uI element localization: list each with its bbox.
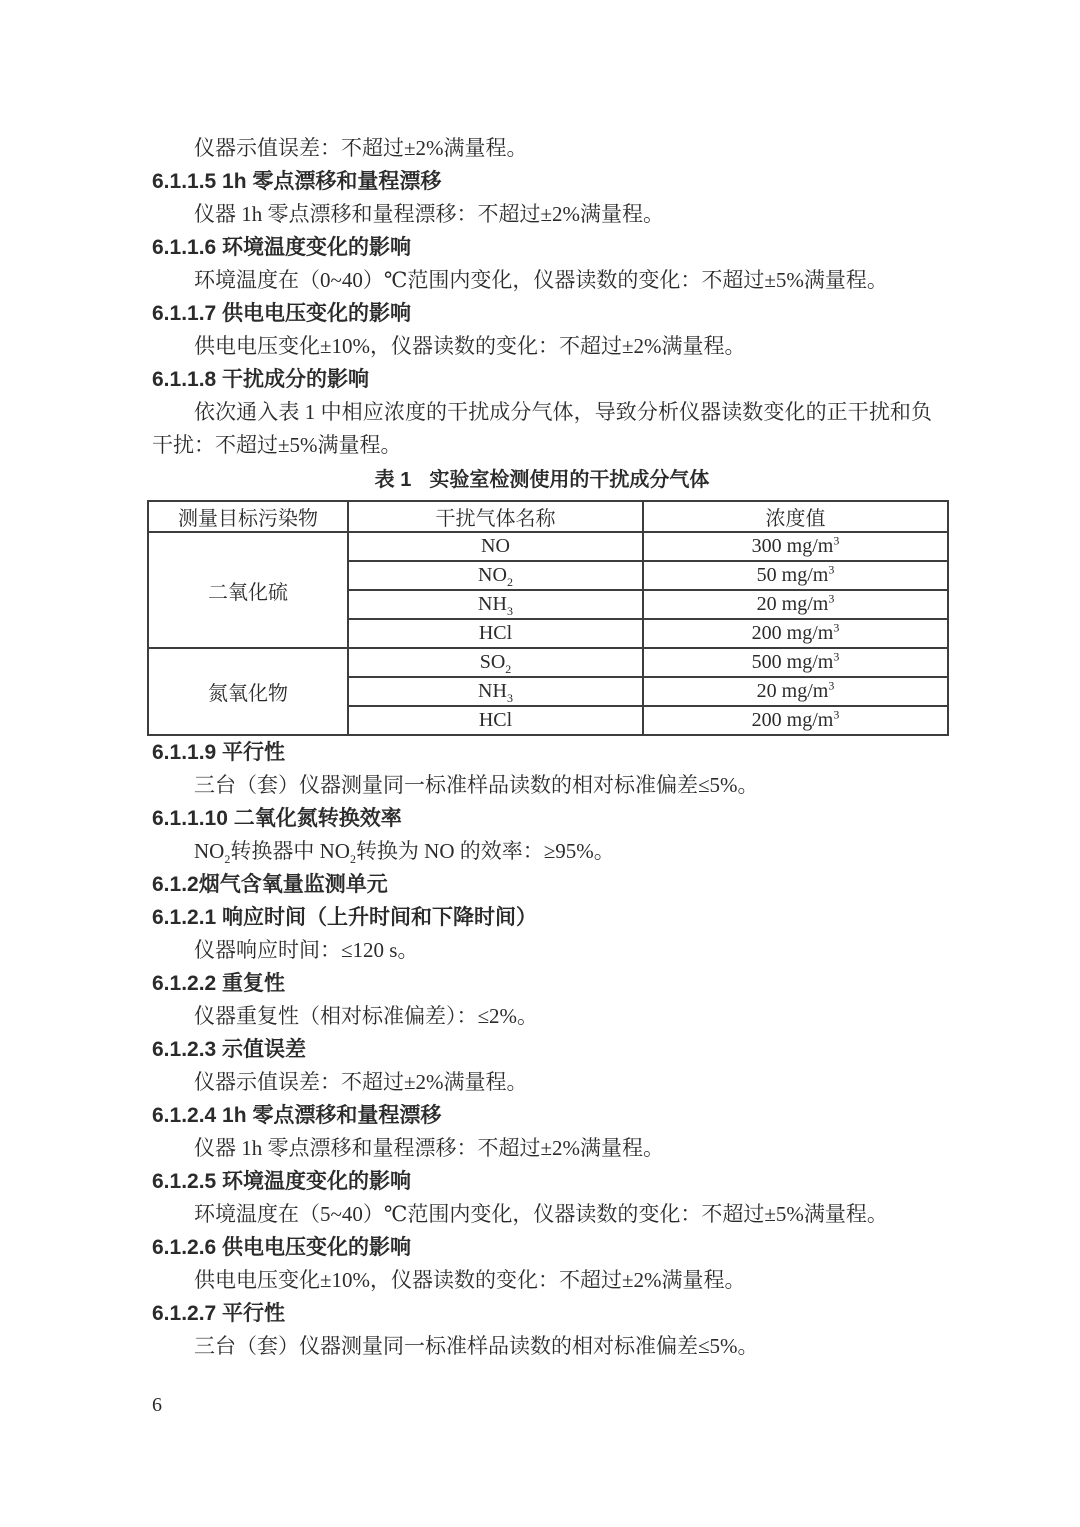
gas-formula: SO xyxy=(479,651,506,673)
section-heading-6-1-2-5: 6.1.2.5 环境温度变化的影响 xyxy=(152,1170,412,1193)
table-row xyxy=(148,532,948,561)
body-paragraph: 依次通入表 1 中相应浓度的干扰成分气体，导致分析仪器读数变化的正干扰和负干扰：不超过±5%满量程。 xyxy=(152,400,932,457)
section-heading-6-1-1-9: 6.1.1.9 平行性 xyxy=(152,741,286,764)
gas-subscript: 2 xyxy=(505,662,512,676)
section-heading-6-1-2-4: 6.1.2.4 1h 零点漂移和量程漂移 xyxy=(152,1104,442,1127)
header-cell-gas-name: 干扰气体名称 xyxy=(348,501,643,532)
section-heading-6-1-1-8: 6.1.1.8 干扰成分的影响 xyxy=(152,368,370,391)
cell-value xyxy=(643,648,948,677)
cell-gas xyxy=(348,619,643,648)
chem-text: 转换器中 NO xyxy=(230,839,350,863)
header-cell-pollutant: 测量目标污染物 xyxy=(148,501,348,532)
gas-subscript: 3 xyxy=(506,604,513,618)
section-heading-6-1-1-5: 6.1.1.5 1h 零点漂移和量程漂移 xyxy=(152,170,442,193)
cell-value xyxy=(643,532,948,561)
gas-formula: NH xyxy=(478,680,507,702)
body-paragraph: 仪器重复性（相对标准偏差）：≤2%。 xyxy=(194,1004,539,1028)
section-heading-6-1-2-3: 6.1.2.3 示值误差 xyxy=(152,1038,307,1061)
cell-gas xyxy=(348,648,643,677)
section-heading-6-1-1-6: 6.1.1.6 环境温度变化的影响 xyxy=(152,236,412,259)
section-heading-6-1-2-6: 6.1.2.6 供电电压变化的影响 xyxy=(152,1236,412,1259)
concentration-value: 20 mg/m xyxy=(756,593,829,615)
chem-text: NO xyxy=(194,839,225,863)
gas-formula: HCl xyxy=(478,709,513,731)
gas-subscript: 2 xyxy=(506,575,513,589)
body-paragraph: 供电电压变化±10%，仪器读数的变化：不超过±2%满量程。 xyxy=(194,1268,746,1292)
table-row xyxy=(148,648,948,677)
body-paragraph: 三台（套）仪器测量同一标准样品读数的相对标准偏差≤5%。 xyxy=(194,773,759,797)
concentration-value: 50 mg/m xyxy=(756,564,829,586)
no2-conversion-paragraph xyxy=(152,835,932,868)
body-paragraph: 仪器示值误差：不超过±2%满量程。 xyxy=(194,136,528,160)
chem-text: 转换为 NO 的效率：≥95%。 xyxy=(355,839,615,863)
cell-value xyxy=(643,677,948,706)
gas-formula: NO xyxy=(478,564,507,586)
table-1-caption xyxy=(152,464,932,497)
chem-subscript: 2 xyxy=(224,852,231,867)
cell-gas xyxy=(348,561,643,590)
body-paragraph: 供电电压变化±10%，仪器读数的变化：不超过±2%满量程。 xyxy=(194,334,746,358)
unit-superscript: 3 xyxy=(833,649,840,664)
table-caption-title: 实验室检测使用的干扰成分气体 xyxy=(429,469,710,491)
page-content xyxy=(152,132,932,1363)
body-paragraph: 环境温度在（0~40）℃范围内变化，仪器读数的变化：不超过±5%满量程。 xyxy=(194,268,888,292)
cell-pollutant-so2: 二氧化硫 xyxy=(148,532,348,648)
unit-superscript: 3 xyxy=(833,620,840,635)
page-number: 6 xyxy=(152,1394,162,1416)
table-caption-label: 表 1 xyxy=(374,469,412,491)
unit-superscript: 3 xyxy=(828,562,835,577)
section-heading-6-1-1-7: 6.1.1.7 供电电压变化的影响 xyxy=(152,302,412,325)
body-paragraph: 三台（套）仪器测量同一标准样品读数的相对标准偏差≤5%。 xyxy=(194,1334,759,1358)
body-paragraph: 仪器 1h 零点漂移和量程漂移：不超过±2%满量程。 xyxy=(194,1136,665,1160)
section-heading-6-1-2: 6.1.2烟气含氧量监测单元 xyxy=(152,873,388,896)
unit-superscript: 3 xyxy=(833,707,840,722)
gas-formula: NO xyxy=(481,535,510,557)
body-paragraph: 仪器示值误差：不超过±2%满量程。 xyxy=(194,1070,528,1094)
concentration-value: 300 mg/m xyxy=(751,535,834,557)
section-heading-6-1-1-10: 6.1.1.10 二氧化氮转换效率 xyxy=(152,807,402,830)
cell-gas xyxy=(348,590,643,619)
section-heading-6-1-2-1: 6.1.2.1 响应时间（上升时间和下降时间） xyxy=(152,906,538,929)
body-paragraph: 仪器 1h 零点漂移和量程漂移：不超过±2%满量程。 xyxy=(194,202,665,226)
gas-formula: NH xyxy=(478,593,507,615)
unit-superscript: 3 xyxy=(828,591,835,606)
cell-value xyxy=(643,706,948,735)
body-paragraph: 仪器响应时间：≤120 s。 xyxy=(194,938,419,962)
cell-pollutant-nox: 氮氧化物 xyxy=(148,648,348,735)
cell-value xyxy=(643,590,948,619)
cell-value xyxy=(643,561,948,590)
cell-gas xyxy=(348,677,643,706)
section-heading-6-1-2-2: 6.1.2.2 重复性 xyxy=(152,972,286,995)
table-header-row xyxy=(148,501,948,532)
concentration-value: 500 mg/m xyxy=(751,651,834,673)
section-heading-6-1-2-7: 6.1.2.7 平行性 xyxy=(152,1302,286,1325)
unit-superscript: 3 xyxy=(828,678,835,693)
cell-gas xyxy=(348,706,643,735)
cell-value xyxy=(643,619,948,648)
gas-subscript: 3 xyxy=(506,691,513,705)
chem-subscript: 2 xyxy=(349,852,356,867)
unit-superscript: 3 xyxy=(833,533,840,548)
concentration-value: 200 mg/m xyxy=(751,622,834,644)
gas-formula: HCl xyxy=(478,622,513,644)
header-cell-concentration: 浓度值 xyxy=(643,501,948,532)
table-1 xyxy=(147,500,949,736)
body-paragraph: 环境温度在（5~40）℃范围内变化，仪器读数的变化：不超过±5%满量程。 xyxy=(194,1202,888,1226)
concentration-value: 20 mg/m xyxy=(756,680,829,702)
cell-gas xyxy=(348,532,643,561)
concentration-value: 200 mg/m xyxy=(751,709,834,731)
